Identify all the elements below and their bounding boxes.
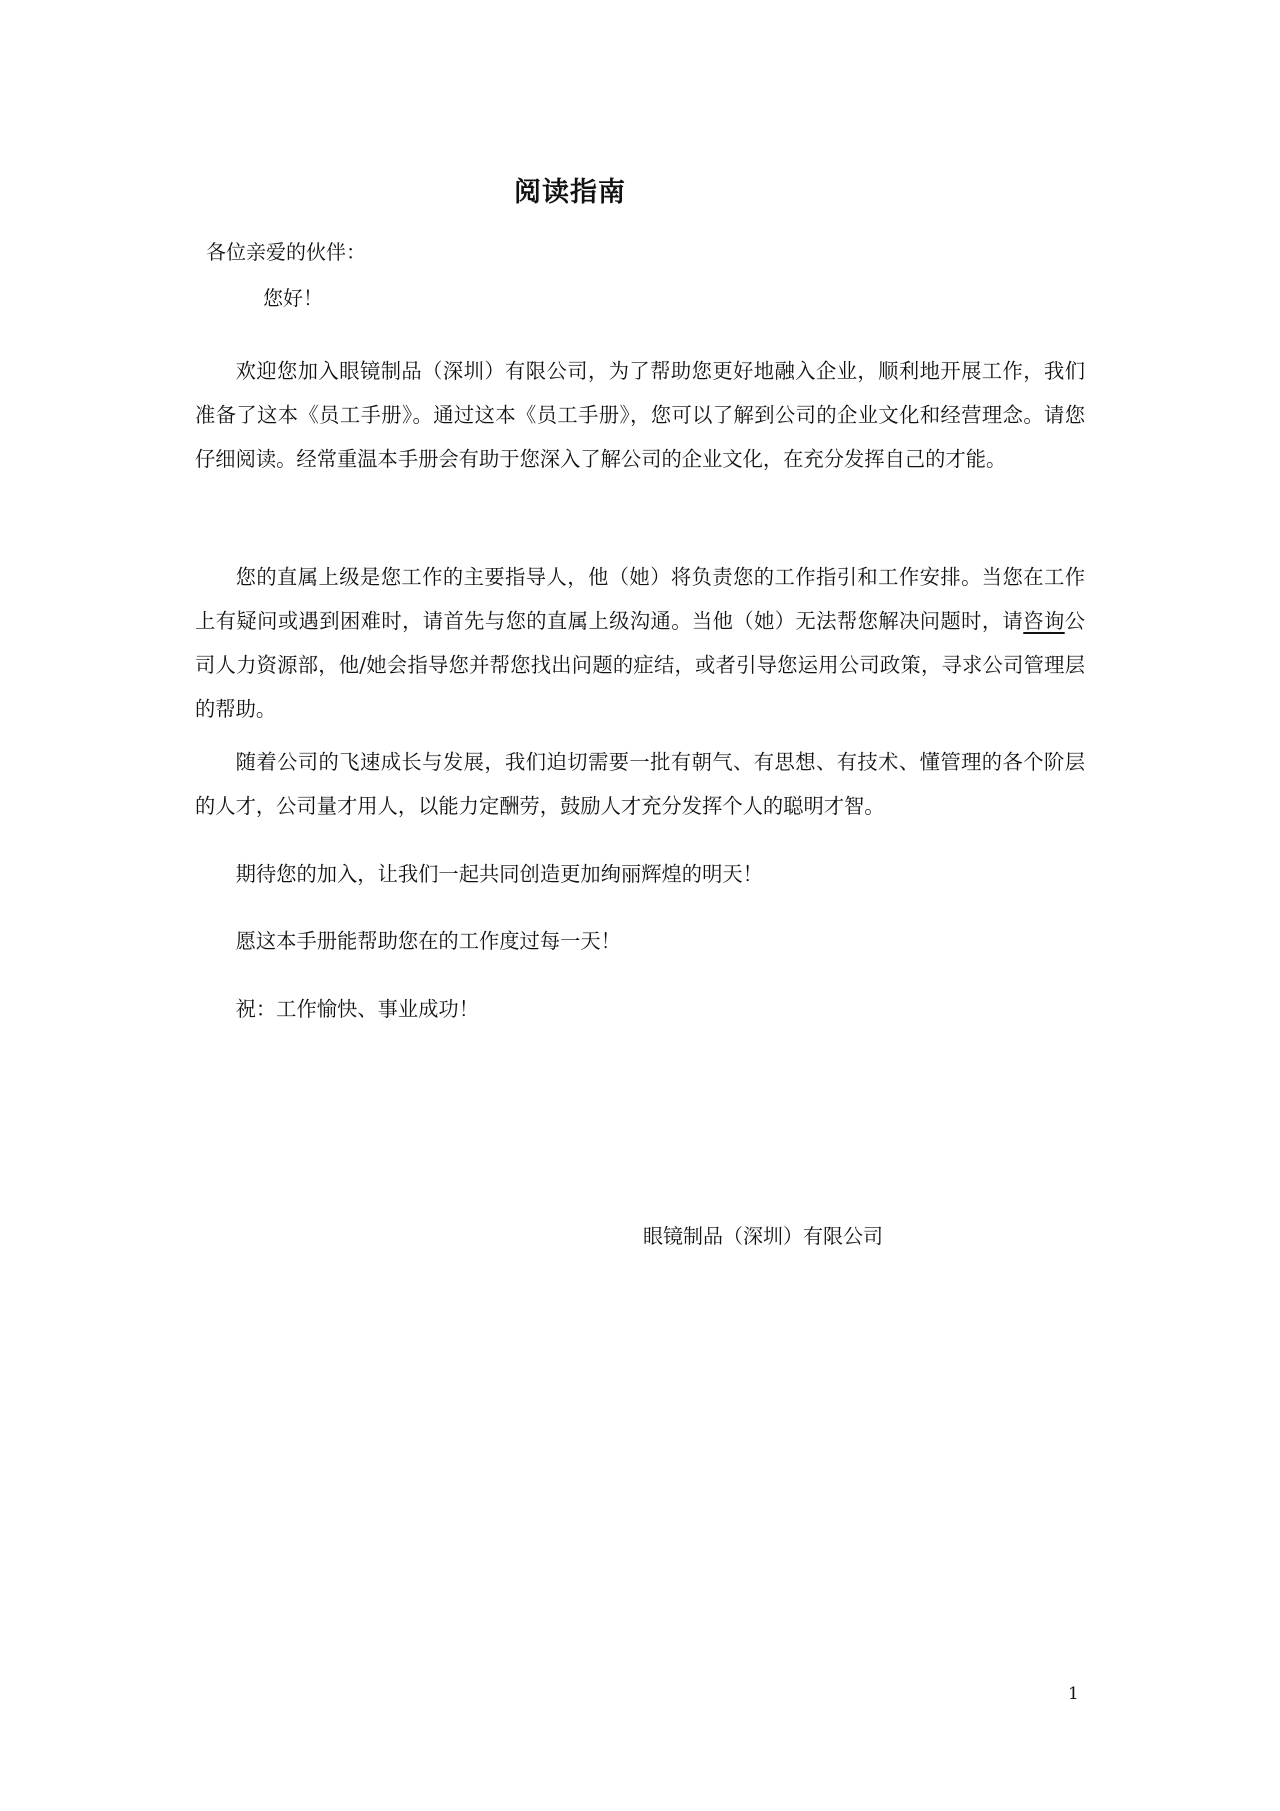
salutation: 各位亲爱的伙伴： <box>206 240 366 264</box>
paragraph-text: 欢迎您加入眼镜制品（深圳）有限公司，为了帮助您更好地融入企业，顺利地开展工作，我们准备了这本《员工手册》。通过这本《员工手册》，您可以了解到公司的企业文化和经营理念。请您仔细阅读。经常重温本手册会有助于您深入了解公司的企业文化，在充分发挥自己的才能。 <box>195 359 1085 471</box>
paragraph-blessing <box>195 987 1085 1031</box>
page-title: 阅读指南 <box>514 177 626 208</box>
paragraph-expectation <box>195 852 1085 896</box>
paragraph-text: 随着公司的飞速成长与发展，我们迫切需要一批有朝气、有思想、有技术、懂管理的各个阶层的人才，公司量才用人，以能力定酬劳，鼓励人才充分发挥个人的聪明才智。 <box>195 750 1085 818</box>
company-signature: 眼镜制品（深圳）有限公司 <box>643 1224 883 1248</box>
greeting: 您好！ <box>263 286 323 310</box>
paragraph-welcome <box>195 349 1085 481</box>
page-number: 1 <box>1068 1684 1079 1704</box>
paragraph-text: 祝：工作愉快、事业成功！ <box>235 997 479 1021</box>
paragraph-text: 公司人力资源部，他/她会指导您并帮您找出问题的症结，或者引导您运用公司政策，寻求公司管理层的帮助。 <box>195 609 1085 721</box>
underlined-word: 咨询 <box>1023 609 1065 633</box>
paragraph-text: 您的直属上级是您工作的主要指导人，他（她）将负责您的工作指引和工作安排。当您在工作上有疑问或遇到困难时，请首先与您的直属上级沟通。当他（她）无法帮您解决问题时，请 <box>195 565 1085 633</box>
paragraph-text: 期待您的加入，让我们一起共同创造更加绚丽辉煌的明天！ <box>235 862 763 886</box>
paragraph-growth <box>195 740 1085 828</box>
paragraph-wish <box>195 919 1085 963</box>
paragraph-text: 愿这本手册能帮助您在的工作度过每一天！ <box>235 929 621 953</box>
paragraph-supervisor <box>195 555 1085 731</box>
